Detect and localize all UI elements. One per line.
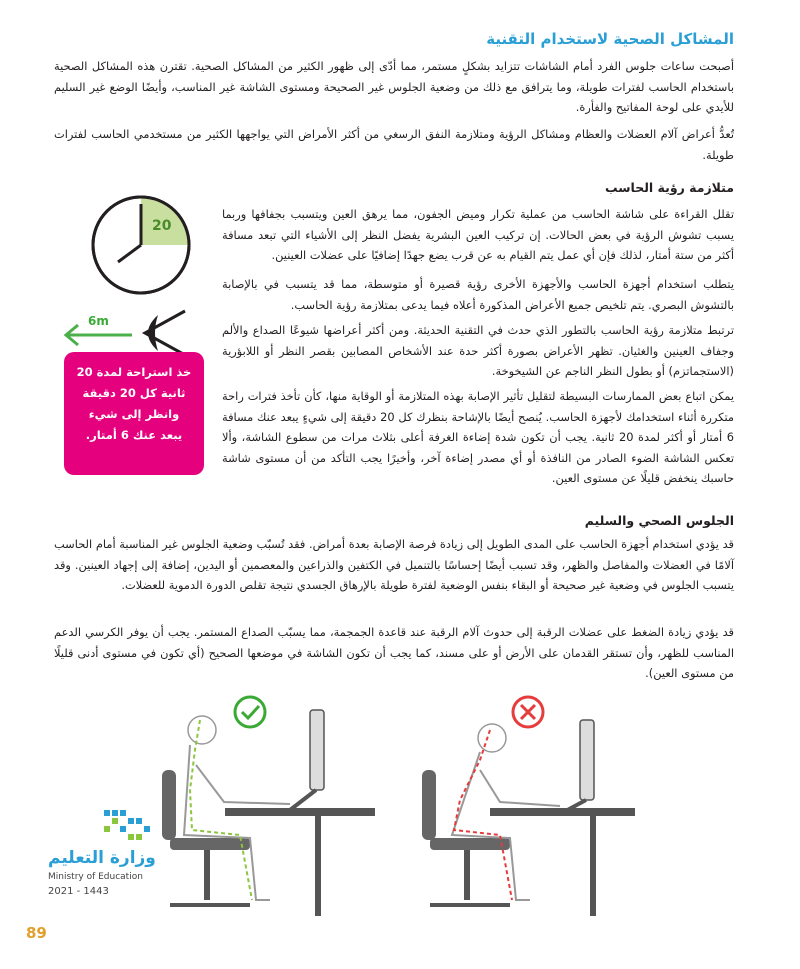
check-icon — [235, 697, 265, 727]
cvs-paragraph-1: تقلل القراءة على شاشة الحاسب من عملية تكرار وميض الجفون، مما يرهق العين ويتسبب بجفافها وربما يسبب تشوش الرؤية في بعض الحالات. إن تركيب العين البشرية يفضل النظر إلى الأشياء التي تبعد مسافة أكثر من ستة أمتار، لذلك فإن أي عمل يتم القيام به عن قرب يضع جهدًا إضافيًا على عضلات العينين. — [222, 207, 734, 262]
clock-label: 20 — [152, 218, 172, 234]
cvs-paragraph-3: ترتبط متلازمة رؤية الحاسب بالتطور الذي حدث في التقنية الحديثة. ومن أكثر أعراضها شيوعًا الصداع والألم وجفاف العينين والغثيان. تظهر الأعراض بصورة أكثر حدة عند الأشخاص المصابين بقصر النظر أو اللابؤرية (الاستجماتزم) أو بطول النظر الناجم عن الشيخوخة. — [222, 323, 734, 378]
sitting-paragraph-2: قد يؤدي زيادة الضغط على عضلات الرقبة إلى حدوث آلام الرقبة عند قاعدة الجمجمة، مما يسبّب الصداع المستمر. يجب أن يوفر الكرسي الدعم المناسب للظهر، وأن تستقر القدمان على الأرض أو على مسند، كما يجب أن تكون الشاشة في موضعها الصحيح (أي تكون في مستوى أدنى قليلًا من مستوى العين). — [54, 625, 734, 680]
incorrect-posture-illustration — [400, 690, 640, 930]
intro-paragraph-2: تُعدُّ أعراض آلام العضلات والعظام ومشاكل الرؤية ومتلازمة النفق الرسغي من أكثر الأمراض التي يواجهها الكثير من مستخدمي الحاسب لفترات طويلة. — [54, 127, 734, 162]
intro-paragraph-1: أصبحت ساعات جلوس الفرد أمام الشاشات تتزايد بشكلٍ مستمر، مما أدّى إلى ظهور الكثير من المشاكل الصحية. تقترن هذه المشاكل الصحية باستخدام الحاسب لفترات طويلة، وما يترافق مع ذلك من وضعية الجلوس غير الصحيحة ومستوى الشاشة غير المناسب، وأيضًا الوضع غير السليم للأيدي على لوحة المفاتيح والفأرة. — [54, 59, 734, 114]
section-heading-computer-vision: متلازمة رؤية الحاسب — [605, 180, 734, 195]
page-number: 89 — [26, 924, 47, 942]
ministry-logo-arabic: وزارة التعليم — [48, 848, 156, 868]
page-title: المشاكل الصحية لاستخدام التقنية — [486, 30, 734, 48]
cvs-paragraph-4: يمكن اتباع بعض الممارسات البسيطة لتقليل تأثير الإصابة بهذه المتلازمة أو الوقاية منها، كأن تأخذ فترات راحة متكررة أثناء استخدامك لأجهزة الحاسب. يُنصح أيضًا بالإشاحة بنظرك كل 20 دقيقة إلى شيءٍ يبعد عنك مسافة 6 أمتار أو أكثر لمدة 20 ثانية. يجب أن تكون شدة إضاءة الغرفة أعلى بثلاث مرات من سطوع الشاشة، وألا تعكس الشاشة الضوء الصادر من النافذة أو أي مصدر إضاءة آخر، وأخيرًا يجب التأكد من أن مستوى شاشة حاسبك ينخفض قليلًا عن مستوى العين. — [222, 389, 734, 485]
ministry-logo-english: Ministry of Education — [48, 872, 143, 882]
cvs-paragraph-2: يتطلب استخدام أجهزة الحاسب والأجهزة الأخرى رؤية قصيرة أو متوسطة، مما قد يتسبب في بالإصابة بالتشوش البصري. يتم تلخيص جميع الأعراض المذكورة أعلاه فيما يدعى بمتلازمة رؤية الحاسب. — [222, 277, 734, 312]
section-heading-healthy-sitting: الجلوس الصحي والسليم — [584, 513, 734, 528]
correct-posture-illustration — [140, 690, 380, 930]
clock-icon — [86, 190, 196, 300]
ministry-logo-year: 2021 - 1443 — [48, 886, 109, 897]
eye-distance-label: 6m — [88, 314, 109, 328]
tip-callout: خذ استراحة لمدة 20 ثانية كل 20 دقيقة وانظر إلى شيء يبعد عنك 6 أمتار. — [64, 352, 204, 475]
ministry-logo-icon — [100, 806, 160, 846]
sitting-paragraph-1: قد يؤدي استخدام أجهزة الحاسب على المدى الطويل إلى زيادة فرصة الإصابة بعدة أمراض. فقد تُسبّب وضعية الجلوس غير المناسبة أمام الحاسب آلامًا في العضلات والمفاصل والظهر، وقد تسبب أيضًا إحساسًا بالتنميل في الكتفين والذراعين والمعصمين أو اليدين، إضافة إلى إجهاد العينين. وقد يتسبب الجلوس في وضعية غير صحيحة أو البقاء بنفس الوضعية لفترة طويلة بالإرهاق الجسدي نتيجة تقلص الدورة الدموية للعضلات. — [54, 537, 734, 592]
